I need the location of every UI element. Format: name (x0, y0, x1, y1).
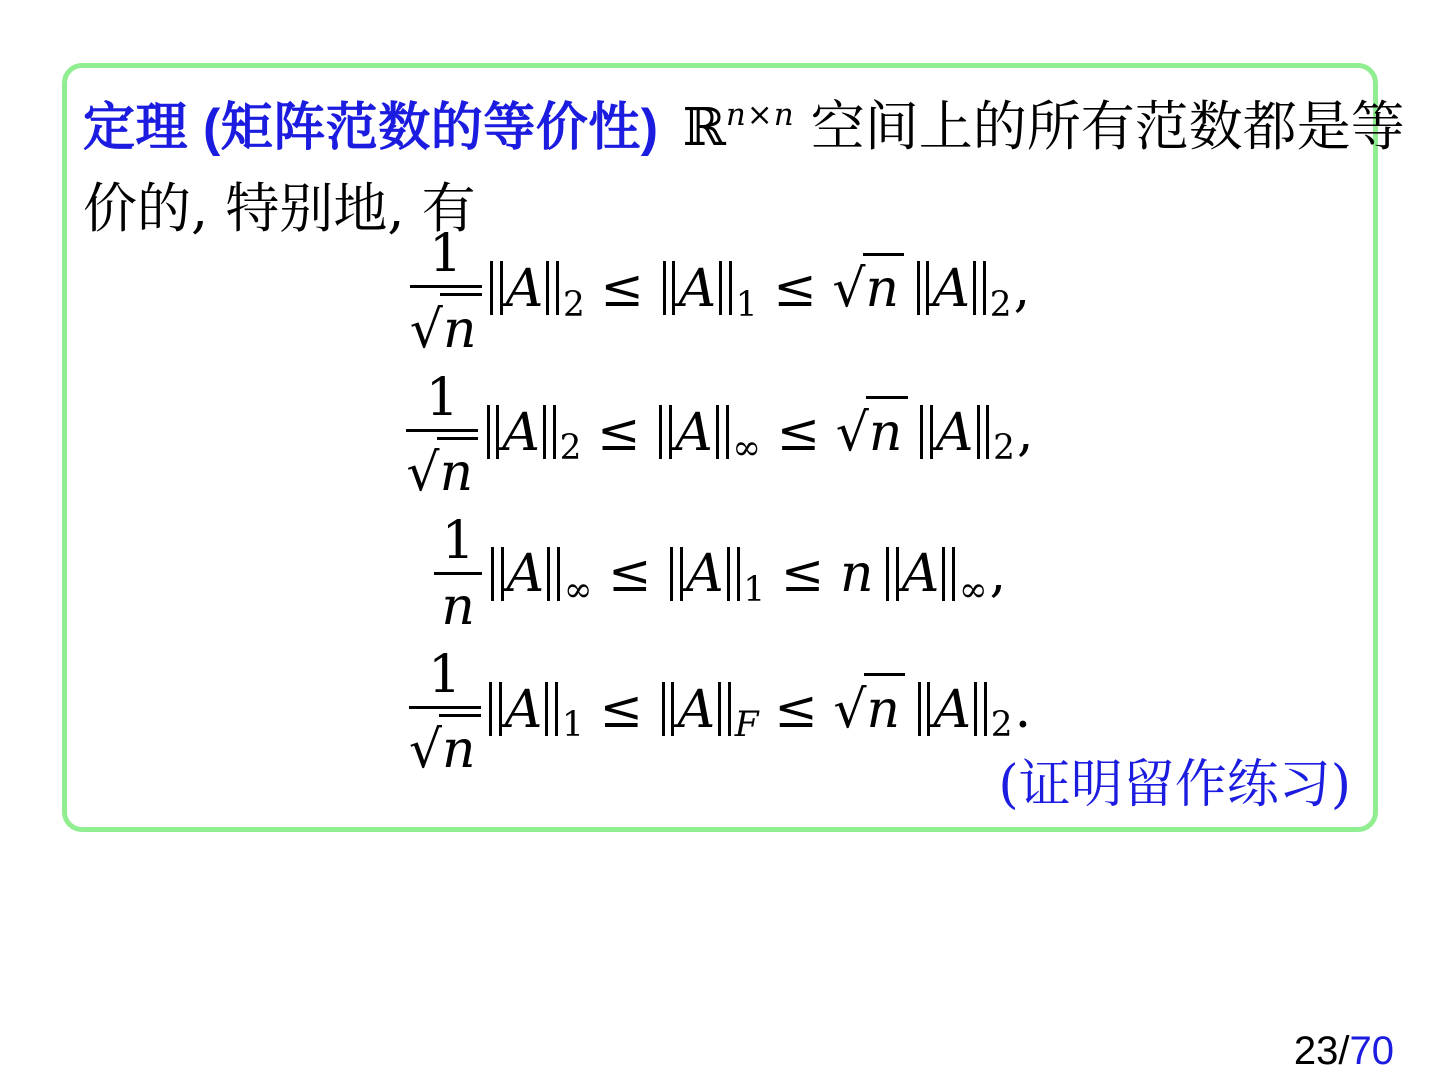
formula-list (67, 224, 1373, 792)
matrix-variable: A (933, 679, 972, 740)
leq-symbol: ≤ (600, 259, 644, 320)
page-separator: / (1338, 1029, 1350, 1073)
double-bar-icon (670, 547, 683, 601)
norm-term-rhs (914, 259, 1012, 325)
norm-subscript: ∞ (959, 570, 988, 611)
coefficient (836, 403, 908, 463)
sqrt-argument: n (440, 293, 481, 355)
sqrt-icon: √ (832, 259, 866, 320)
proof-note: (证明留作练习) (998, 755, 1351, 815)
double-bar-icon (491, 547, 504, 601)
fraction-denominator (434, 572, 483, 637)
sqrt-radical (409, 293, 482, 360)
norm-subscript: 2 (993, 428, 1015, 469)
leq-symbol: ≤ (776, 402, 821, 463)
coefficient (832, 259, 904, 319)
theorem-box (62, 63, 1405, 832)
norm-subscript: 2 (990, 705, 1013, 746)
matrix-variable: A (932, 259, 971, 320)
sqrt-argument: n (864, 673, 905, 735)
formula-row-3 (67, 511, 1373, 637)
matrix-variable: A (506, 544, 545, 605)
matrix-variable: A (504, 679, 543, 740)
coefficient: n (839, 544, 874, 605)
intro-text: 空间上的所有范数都是等 (810, 95, 1405, 158)
sqrt-icon: √ (833, 679, 867, 740)
norm-subscript: 1 (735, 284, 758, 325)
fraction-numerator: 1 (441, 511, 475, 572)
matrix-variable: A (901, 544, 940, 605)
double-bar-icon (487, 405, 500, 459)
double-bar-icon (942, 547, 955, 601)
denominator-variable: n (441, 576, 475, 637)
sqrt-icon: √ (406, 443, 440, 504)
sqrt-argument: n (437, 437, 478, 499)
norm-term-mid (656, 402, 761, 469)
double-bar-icon (543, 405, 556, 459)
fraction-denominator (408, 706, 481, 781)
sqrt-radical (832, 253, 904, 320)
norm-subscript: 1 (562, 705, 584, 746)
norm-term-lhs (488, 544, 593, 611)
sqrt-icon: √ (408, 720, 442, 781)
double-bar-icon (546, 261, 559, 315)
double-bar-icon (716, 405, 729, 459)
fraction-numerator: 1 (429, 224, 463, 284)
norm-subscript: 2 (559, 428, 582, 469)
leq-symbol: ≤ (597, 402, 641, 463)
leq-symbol: ≤ (608, 544, 652, 605)
norm-term-mid (659, 679, 759, 746)
double-bar-icon (719, 261, 732, 315)
formula-row-1 (67, 224, 1373, 360)
double-bar-icon (659, 405, 672, 459)
double-bar-icon (974, 682, 987, 736)
sqrt-argument: n (439, 714, 480, 776)
matrix-variable: A (935, 402, 974, 463)
sqrt-radical (406, 437, 478, 504)
leq-symbol: ≤ (780, 544, 825, 605)
sqrt-radical (835, 396, 908, 463)
double-bar-icon (545, 682, 558, 736)
fraction-denominator (409, 285, 482, 360)
fraction (434, 511, 483, 637)
fraction-numerator: 1 (428, 644, 462, 705)
page-total: 70 (1349, 1029, 1394, 1073)
sqrt-icon: √ (835, 402, 869, 463)
page-current: 23 (1293, 1029, 1339, 1073)
norm-subscript: 2 (989, 284, 1012, 325)
norm-subscript: ∞ (732, 428, 761, 469)
intro-text-line2: 价的, 特别地, 有 (83, 177, 476, 240)
fraction (408, 644, 481, 781)
fraction-denominator (406, 429, 478, 504)
fraction (409, 224, 482, 360)
punctuation: , (989, 544, 1007, 605)
coefficient (833, 680, 905, 740)
real-set-symbol: ℝ (682, 98, 726, 158)
matrix-space-expression (682, 97, 795, 158)
norm-term-lhs (486, 679, 584, 746)
fraction (406, 367, 478, 504)
sqrt-icon: √ (409, 299, 443, 360)
matrix-variable: A (686, 544, 724, 605)
norm-term-mid (667, 544, 766, 611)
sqrt-radical (408, 714, 481, 781)
double-bar-icon (490, 261, 503, 315)
leq-symbol: ≤ (773, 259, 817, 320)
superscript-n: n (773, 97, 795, 133)
sqrt-argument: n (866, 396, 907, 458)
leq-symbol: ≤ (599, 679, 644, 740)
leq-symbol: ≤ (774, 679, 818, 740)
norm-term-rhs (915, 679, 1013, 746)
theorem-heading-line (83, 84, 1405, 161)
norm-subscript: 1 (743, 570, 766, 611)
formula-row-2 (67, 367, 1373, 504)
norm-subscript: 2 (562, 284, 585, 325)
double-bar-icon (662, 682, 675, 736)
double-bar-icon (489, 682, 502, 736)
theorem-title: 定理 (矩阵范数的等价性) (83, 99, 659, 157)
norm-term-lhs (483, 402, 582, 469)
sqrt-argument: n (863, 253, 904, 315)
sqrt-radical (833, 673, 905, 740)
double-bar-icon (886, 547, 899, 601)
double-bar-icon (920, 405, 933, 459)
double-bar-icon (727, 547, 740, 601)
matrix-variable: A (502, 402, 540, 463)
norm-term-lhs (487, 259, 585, 325)
double-bar-icon (718, 682, 731, 736)
matrix-variable: A (505, 259, 544, 320)
double-bar-icon (977, 405, 990, 459)
norm-subscript: F (734, 705, 759, 746)
matrix-variable: A (678, 259, 717, 320)
norm-term-rhs (883, 544, 988, 611)
punctuation: , (1017, 402, 1034, 463)
matrix-variable: A (677, 679, 716, 740)
times-symbol: × (746, 97, 774, 133)
superscript-n: n (725, 97, 747, 133)
double-bar-icon (917, 261, 930, 315)
norm-subscript: ∞ (563, 570, 593, 611)
punctuation: . (1014, 679, 1032, 740)
punctuation: , (1013, 259, 1031, 320)
norm-term-rhs (917, 402, 1015, 469)
double-bar-icon (663, 261, 676, 315)
double-bar-icon (547, 547, 560, 601)
fraction-numerator: 1 (425, 367, 459, 428)
page-number (1294, 1029, 1394, 1074)
norm-term-mid (660, 259, 758, 325)
double-bar-icon (973, 261, 986, 315)
matrix-variable: A (675, 402, 713, 463)
double-bar-icon (918, 682, 931, 736)
set-superscript (726, 97, 795, 133)
